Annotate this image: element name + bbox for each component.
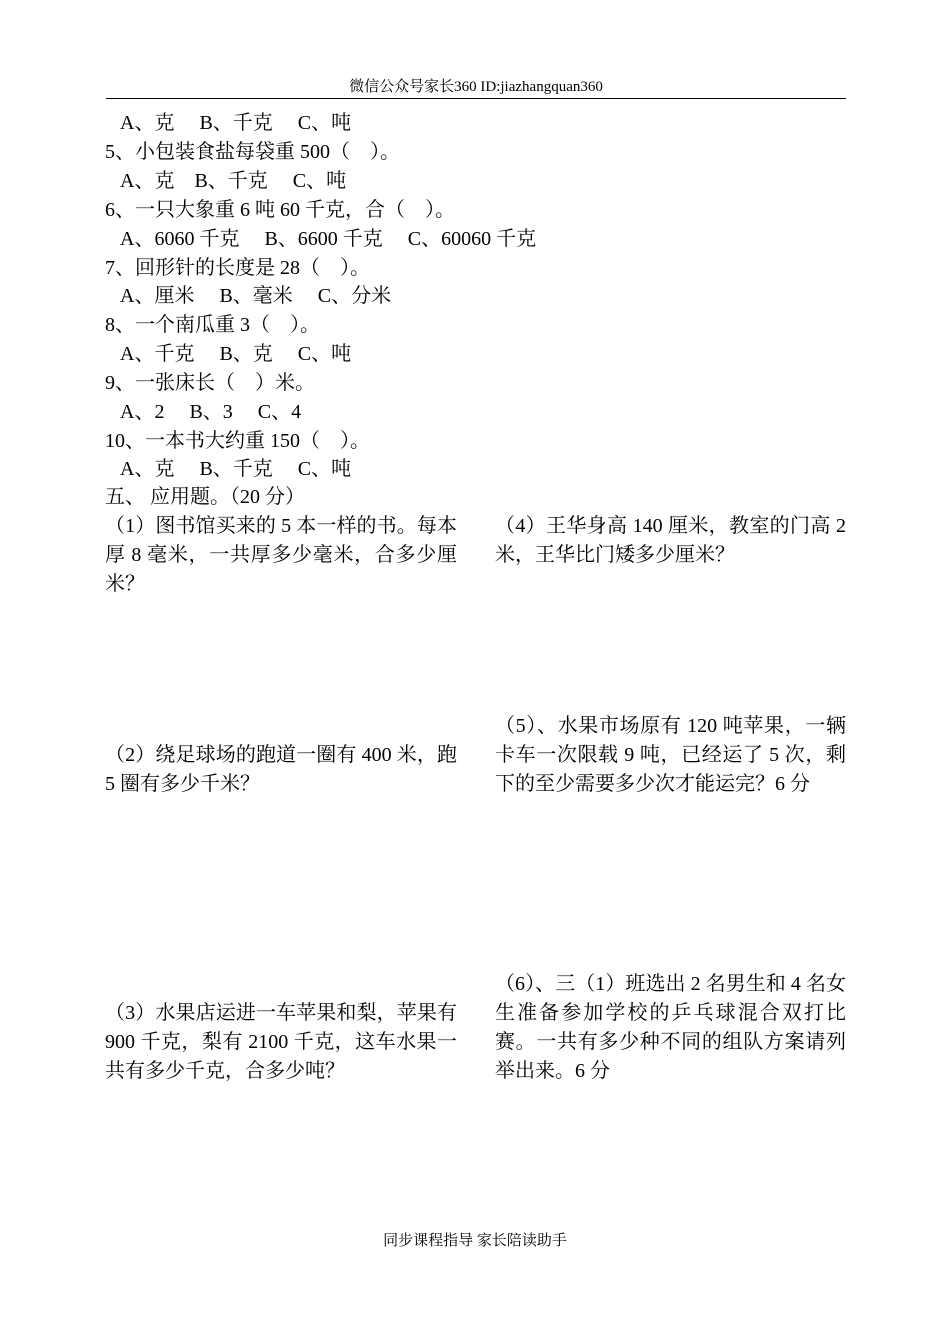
question-5: 5、小包装食盐每袋重 500（ ）。 <box>105 141 400 163</box>
q6-options: A、6060 千克 B、6600 千克 C、60060 千克 <box>120 228 537 250</box>
problem-1: （1）图书馆买来的 5 本一样的书。每本厚 8 毫米，一共厚多少毫米，合多少厘米？ <box>105 515 457 595</box>
q5-options: A、克 B、千克 C、吨 <box>120 170 347 192</box>
problem-6: （6）、三（1）班选出 2 名男生和 4 名女生准备参加学校的乒乓球混合双打比赛。一共有多少种不同的组队方案请列举出来。6 分 <box>495 973 846 1082</box>
q7-options: A、厘米 B、毫米 C、分米 <box>120 285 392 307</box>
q4-options: A、克 B、千克 C、吨 <box>120 112 352 134</box>
q8-options: A、千克 B、克 C、吨 <box>120 343 352 365</box>
problem-2: （2）绕足球场的跑道一圈有 400 米，跑 5 圈有多少千米？ <box>105 744 457 795</box>
question-7: 7、回形针的长度是 28（ ）。 <box>105 257 370 279</box>
section-heading: 五、 应用题。（20 分） <box>105 486 305 508</box>
problem-5: （5）、水果市场原有 120 吨苹果，一辆卡车一次限载 9 吨，已经运了 5 次，剩下的至少需要多少次才能运完？6 分 <box>495 715 846 795</box>
question-10: 10、一本书大约重 150（ ）。 <box>105 430 370 452</box>
page-header: 微信公众号家长360 ID:jiazhangquan360 <box>106 76 846 99</box>
problem-3: （3）水果店运进一车苹果和梨，苹果有 900 千克，梨有 2100 千克，这车水果一共有多少千克，合多少吨？ <box>105 1002 457 1082</box>
question-8: 8、一个南瓜重 3（ ）。 <box>105 314 320 336</box>
question-6: 6、一只大象重 6 吨 60 千克，合（ ）。 <box>105 199 455 221</box>
page-footer: 同步课程指导 家长陪读助手 <box>383 1233 567 1249</box>
question-9: 9、一张床长（ ）米。 <box>105 372 315 394</box>
problem-4: （4）王华身高 140 厘米，教室的门高 2 米，王华比门矮多少厘米？ <box>495 515 846 566</box>
q9-options: A、2 B、3 C、4 <box>120 401 302 423</box>
q10-options: A、克 B、千克 C、吨 <box>120 458 352 480</box>
